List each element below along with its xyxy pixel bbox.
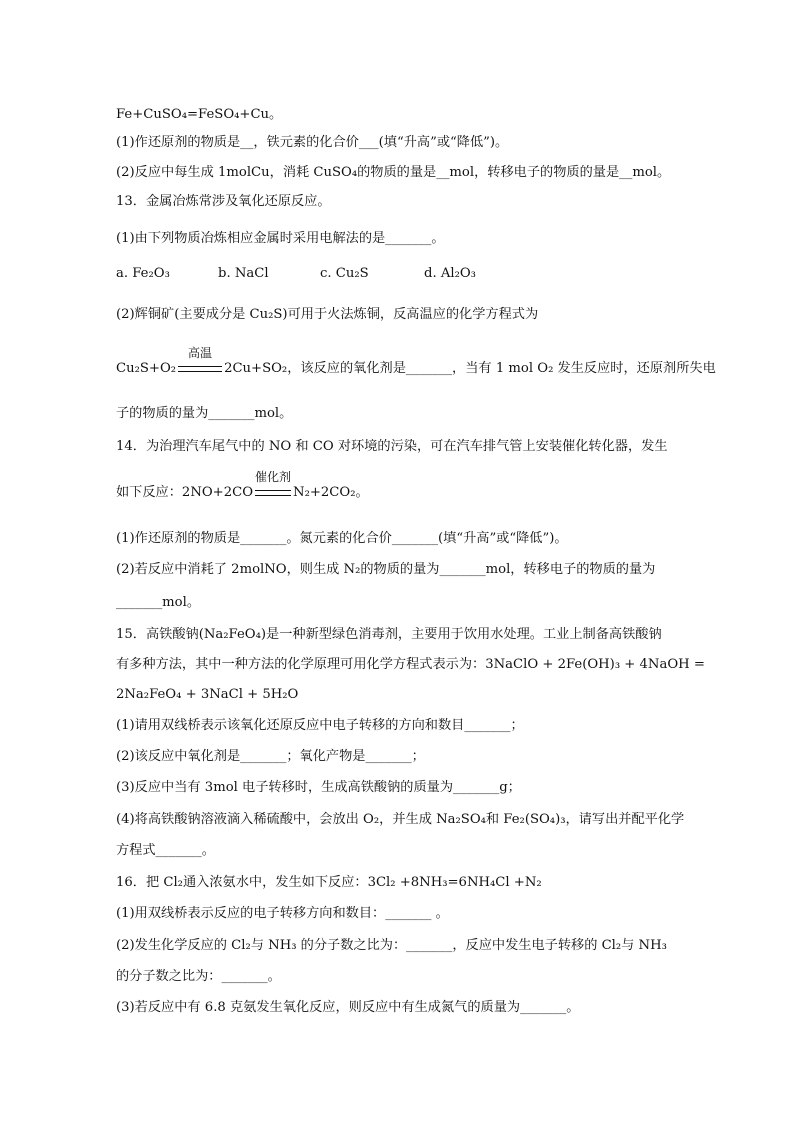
equation-catalytic bbox=[116, 470, 369, 502]
q15-part3: (3)反应中当有 3mol 电子转移时，生成高铁酸钠的质量为_______g； bbox=[116, 780, 521, 795]
q16-part1: (1)用双线桥表示反应的电子转移方向和数目：_______ 。 bbox=[116, 906, 449, 921]
equation-smelting bbox=[116, 346, 716, 378]
q13-part1: (1)由下列物质冶炼相应金属时采用电解法的是_______。 bbox=[116, 231, 445, 246]
q14-part1: (1)作还原剂的物质是_______。氮元素的化合价_______(填“升高”或“降低”)。 bbox=[116, 531, 568, 546]
q13-stem: 13．金属冶炼常涉及氧化还原反应。 bbox=[116, 194, 331, 209]
eq2-right: N₂+2CO₂。 bbox=[293, 485, 369, 500]
eq1-left: Cu₂S+O₂ bbox=[116, 361, 177, 376]
option-d: d. Al₂O₃ bbox=[424, 266, 476, 281]
q14-part2: (2)若反应中消耗了 2molNO，则生成 N₂的物质的量为_______mol，转移电子的物质的量为 bbox=[116, 562, 656, 577]
q13-part2: (2)辉铜矿(主要成分是 Cu₂S)可用于火法炼铜，反高温应的化学方程式为 bbox=[116, 307, 539, 322]
q16-part2: (2)发生化学反应的 Cl₂与 NH₃ 的分子数之比为：_______，反应中发生电子转移的 Cl₂与 NH₃ bbox=[116, 938, 667, 953]
q16-part3: (3)若反应中有 6.8 克氨发生氧化反应，则反应中有生成氮气的质量为_______。 bbox=[116, 1000, 580, 1015]
eq1-right: 2Cu+SO₂ bbox=[224, 361, 288, 376]
q15-part4: (4)将高铁酸钠溶液滴入稀硫酸中，会放出 O₂，并生成 Na₂SO₄和 Fe₂(SO₄)₃，请写出并配平化学 bbox=[116, 812, 685, 827]
eq1-rest: ，该反应的氧化剂是_______，当有 1 mol O₂ 发生反应时，还原剂所失电 bbox=[287, 361, 716, 376]
q15-part1: (1)请用双线桥表示该氧化还原反应中电子转移的方向和数目_______； bbox=[116, 718, 524, 733]
q16-part2-cont: 的分子数之比为：_______。 bbox=[116, 969, 281, 984]
q12-part2: (2)反应中每生成 1molCu，消耗 CuSO₄的物质的量是__mol，转移电子的物质的量是__mol。 bbox=[116, 165, 671, 180]
equation-line: Fe+CuSO₄=FeSO₄+Cu。 bbox=[116, 107, 283, 122]
q12-part1: (1)作还原剂的物质是__，铁元素的化合价___(填“升高”或“降低”)。 bbox=[116, 135, 509, 150]
q15-stem-2: 有多种方法，其中一种方法的化学原理可用化学方程式表示为：3NaClO + 2Fe(OH)₃ + 4NaOH = bbox=[116, 657, 705, 672]
option-b: b. NaCl bbox=[218, 266, 269, 281]
eq2-left: 如下反应：2NO+2CO bbox=[116, 485, 254, 500]
q15-part4-cont: 方程式_______。 bbox=[116, 843, 215, 858]
q15-stem-3: 2Na₂FeO₄ + 3NaCl + 5H₂O bbox=[116, 687, 299, 702]
eq2-condition: 催化剂 bbox=[255, 470, 292, 484]
q14-part2-cont: _______mol。 bbox=[116, 595, 201, 610]
option-c: c. Cu₂S bbox=[320, 266, 369, 281]
q15-stem-1: 15．高铁酸钠(Na₂FeO₄)是一种新型绿色消毒剂，主要用于饮用水处理。工业上制备高铁酸钠 bbox=[116, 627, 662, 642]
q15-part2: (2)该反应中氧化剂是_______；氧化产物是_______； bbox=[116, 749, 425, 764]
q14-stem: 14．为治理汽车尾气中的 NO 和 CO 对环境的污染，可在汽车排气管上安装催化转化器，发生 bbox=[116, 439, 668, 454]
eq1-arrow bbox=[178, 346, 222, 378]
q16-stem: 16．把 Cl₂通入浓氨水中，发生如下反应：3Cl₂ +8NH₃=6NH₄Cl +N₂ bbox=[116, 875, 542, 890]
eq2-arrow bbox=[255, 470, 292, 502]
eq1-condition: 高温 bbox=[188, 346, 213, 360]
option-a: a. Fe₂O₃ bbox=[116, 266, 170, 281]
q13-part2-cont: 子的物质的量为_______mol。 bbox=[116, 406, 293, 421]
